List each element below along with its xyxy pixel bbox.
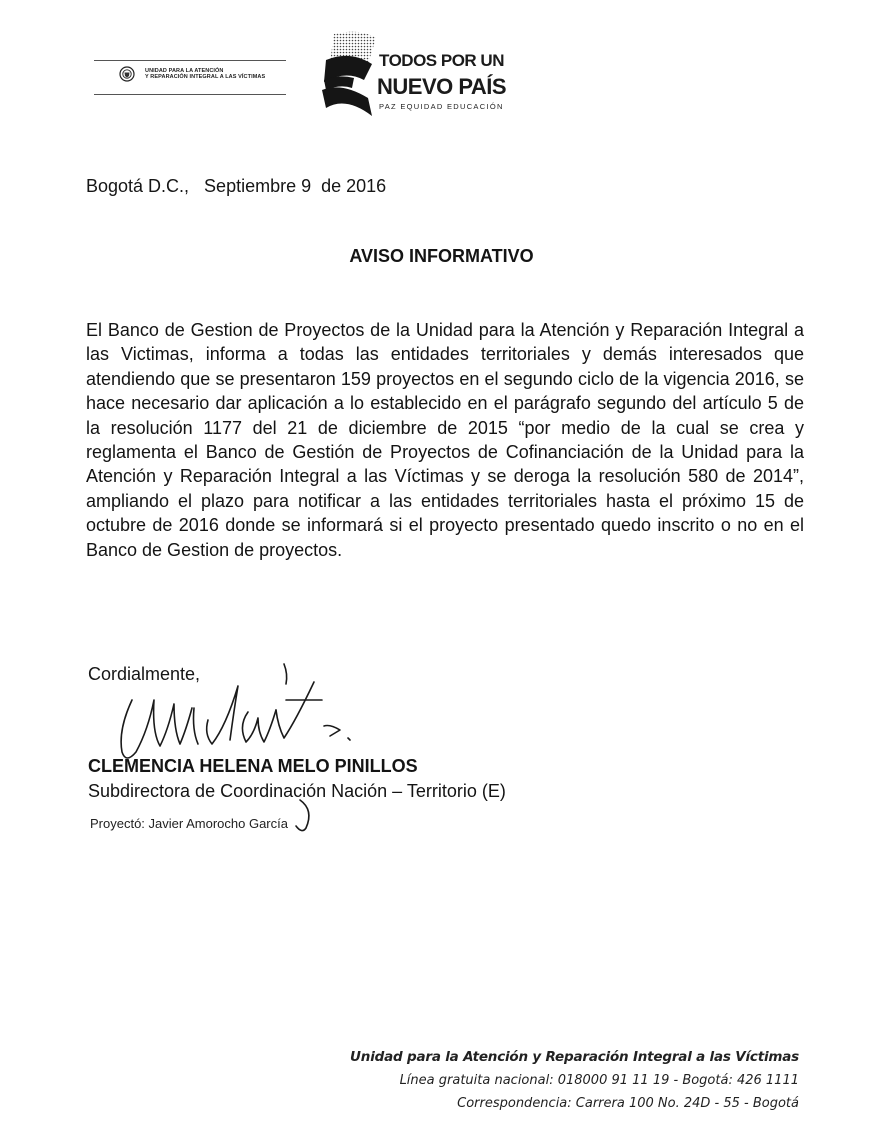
signer-role: Subdirectora de Coordinación Nación – Territorio (E) <box>88 781 506 801</box>
letter-body: El Banco de Gestion de Proyectos de la Unidad para la Atención y Reparación Integral a las Victimas, informa a todas las entidades territoriales y demás interesados que atendiendo que se presentaron 159 proyectos en el segundo ciclo de la vigencia 2016, se hace necesario dar aplicación a lo establecido en el parágrafo segundo del artículo 5 de la resolución 1177 del 21 de diciembre de 2015 “por medio de la cual se crea y reglamenta el Banco de Gestión de Proyectos de Cofinanciación de la Unidad para la Atención y Reparación Integral a las Víctimas y se deroga la resolución 580 de 2014”, ampliando el plazo para notificar a las entidades territoriales hasta el próximo 15 de octubre de 2016 donde se informará si el proyecto presentado quedo inscrito o no en el Banco de Gestion de proyectos. <box>86 320 804 560</box>
letter-title: AVISO INFORMATIVO <box>349 246 534 266</box>
footer-phone: Línea gratuita nacional: 018000 91 11 19 - Bogotá: 426 1111 <box>399 1073 799 1088</box>
handwritten-signature <box>108 660 388 840</box>
footer-address: Correspondencia: Carrera 100 No. 24D - 55 - Bogotá <box>457 1096 799 1111</box>
org-small-line-2: Y REPARACIÓN INTEGRAL A LAS VÍCTIMAS <box>145 74 266 80</box>
signer-name: CLEMENCIA HELENA MELO PINILLOS <box>88 756 418 776</box>
coat-of-arms-icon <box>119 66 135 82</box>
org-small-line-1: UNIDAD PARA LA ATENCIÓN <box>145 68 224 74</box>
footer-organization: Unidad para la Atención y Reparación Integral a las Víctimas <box>350 1049 799 1065</box>
todos-por-un-nuevo-pais-logo-icon <box>312 30 384 122</box>
slogan-line-2: NUEVO PAÍS <box>377 74 507 99</box>
slogan-subtitle: PAZ EQUIDAD EDUCACIÓN <box>379 102 504 111</box>
slogan-line-1: TODOS POR UN <box>379 51 504 70</box>
letter-date: Bogotá D.C., Septiembre 9 de 2016 <box>86 176 387 196</box>
header-rule-top <box>94 60 286 61</box>
letter-closing: Cordialmente, <box>88 664 201 684</box>
header-rule-bottom <box>94 94 286 95</box>
org-small-name <box>145 68 265 80</box>
prepared-by: Proyectó: Javier Amorocho García <box>90 816 288 831</box>
